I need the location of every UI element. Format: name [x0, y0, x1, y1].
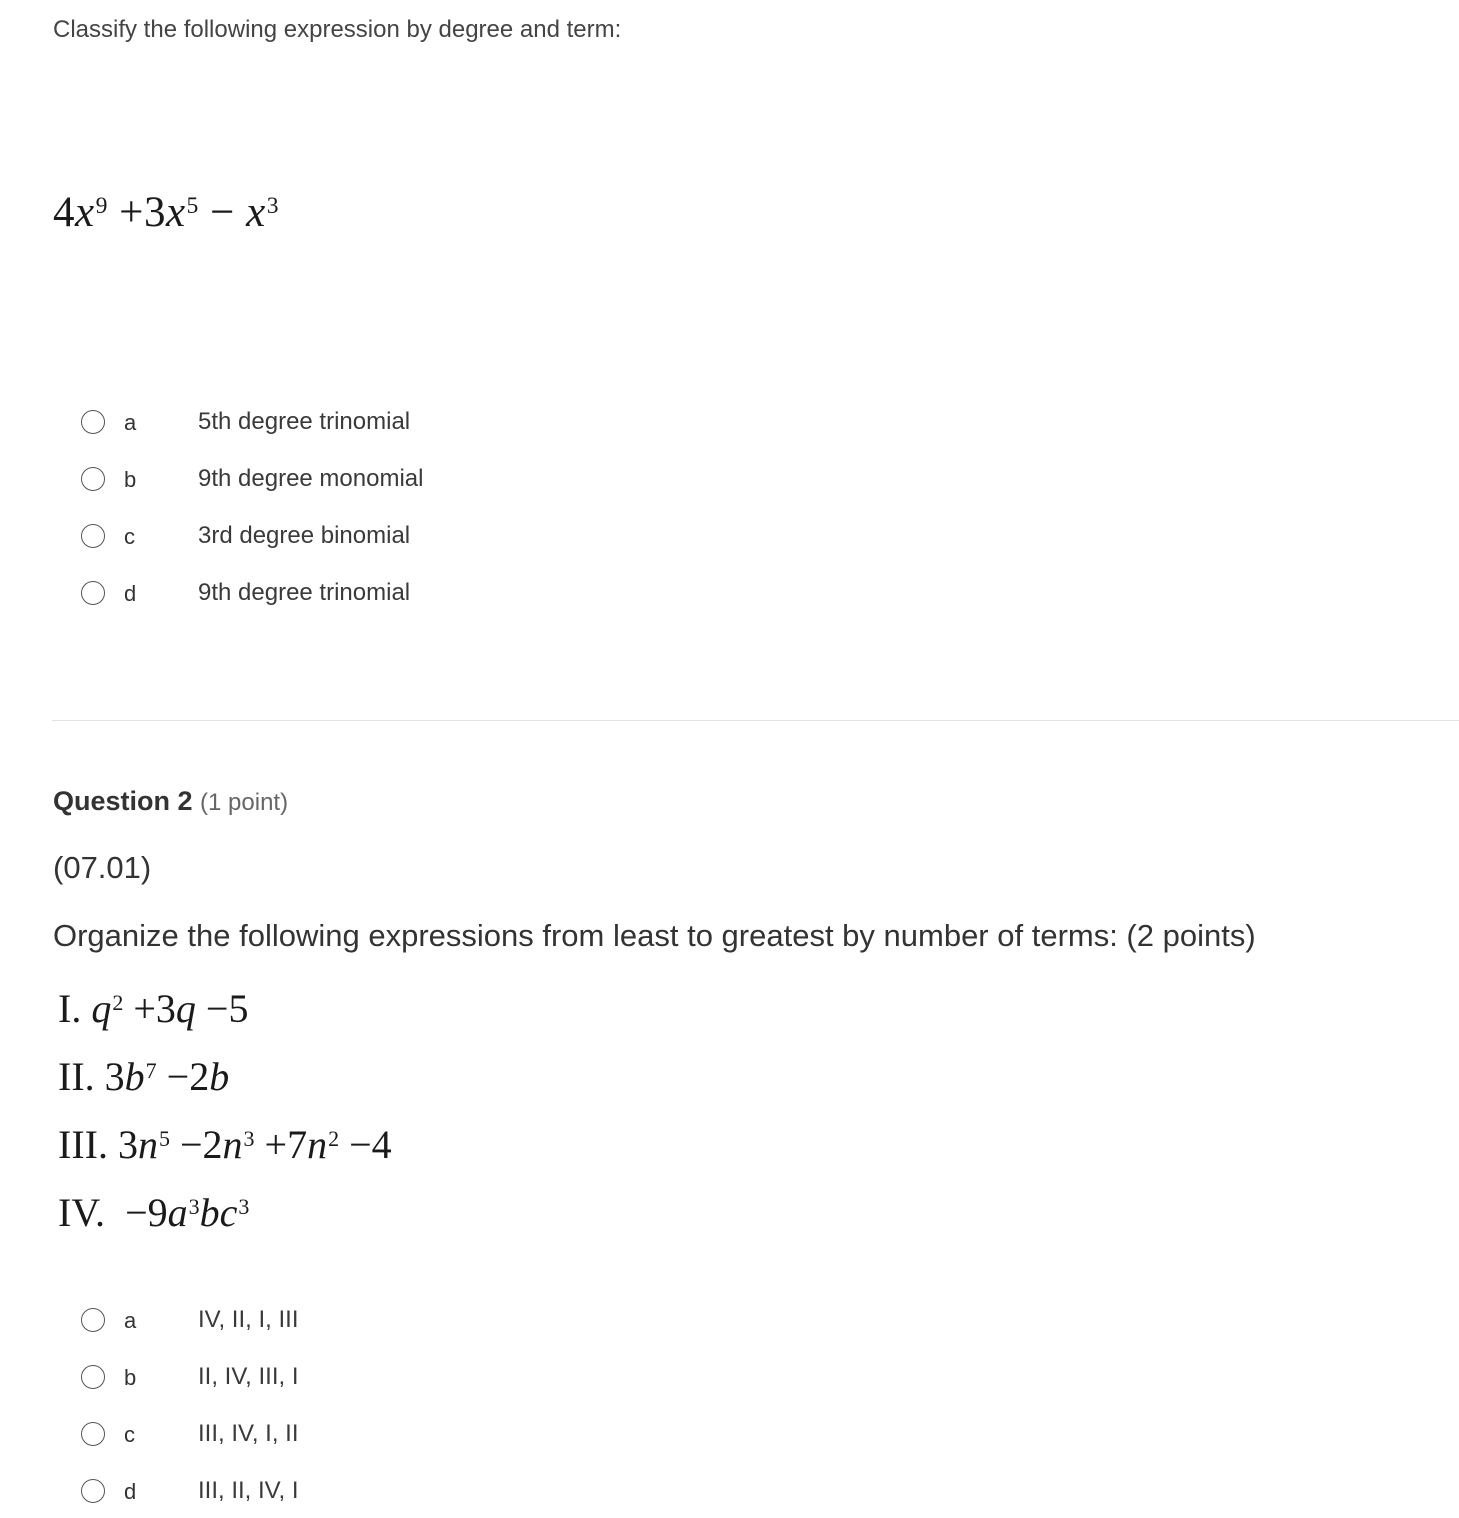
question-2-points: (1 point) [200, 789, 289, 816]
q2-choice-c[interactable] [81, 1419, 299, 1449]
expression-iii [58, 1121, 392, 1168]
question-1-prompt: Classify the following expression by degree and term: [53, 16, 622, 43]
q1-radio-a[interactable] [81, 410, 105, 434]
choice-letter: c [124, 524, 135, 549]
choice-text: III, IV, I, II [198, 1420, 299, 1447]
expression-iv [58, 1189, 249, 1236]
choice-letter: c [124, 1422, 135, 1447]
q1-radio-d[interactable] [81, 581, 105, 605]
expression-i [58, 985, 248, 1032]
expr-variable: q [175, 986, 196, 1031]
expr-exponent: 2 [112, 989, 124, 1015]
q2-choice-b[interactable] [81, 1362, 299, 1392]
choice-text: IV, II, I, III [198, 1306, 299, 1333]
choice-text: 9th degree trinomial [198, 579, 411, 606]
expr-coefficient: 4 [53, 189, 75, 236]
choice-letter: b [124, 1365, 137, 1390]
expr-exponent: 3 [238, 1193, 250, 1219]
q2-choice-d[interactable] [81, 1476, 299, 1506]
expr-exponent: 5 [186, 193, 199, 219]
choice-text: 5th degree trinomial [198, 408, 411, 435]
expr-variable: x [246, 189, 266, 236]
expr-variable: n [307, 1122, 328, 1167]
expr-operator: − [198, 189, 235, 236]
question-2-prompt: Organize the following expressions from least to greatest by number of terms: (2 points) [53, 918, 1256, 953]
q1-choice-a[interactable] [81, 407, 411, 437]
expr-variable: b [124, 1054, 145, 1099]
choice-text: II, IV, III, I [198, 1363, 299, 1390]
choice-letter: d [124, 1479, 137, 1504]
q2-radio-a[interactable] [81, 1308, 105, 1332]
expr-coefficient: 3 [117, 1122, 138, 1167]
question-2-code: (07.01) [53, 850, 152, 885]
expr-term: +7 [254, 1122, 308, 1167]
q2-choice-a[interactable] [81, 1305, 299, 1335]
expr-variable: n [137, 1122, 158, 1167]
expr-variable: x [75, 189, 95, 236]
q2-radio-c[interactable] [81, 1422, 105, 1446]
expr-coefficient: −9 [125, 1190, 168, 1235]
expression-ii [58, 1053, 229, 1100]
choice-letter: a [124, 410, 137, 435]
expr-term: −2 [169, 1122, 223, 1167]
expr-operator: + [107, 189, 144, 236]
expr-variable: x [165, 189, 186, 236]
question-1-expression [53, 188, 279, 237]
expr-variable: bc [199, 1190, 238, 1235]
question-2-title: Question 2 [53, 786, 193, 816]
expr-exponent: 7 [145, 1057, 157, 1083]
expr-exponent: 3 [266, 193, 280, 219]
choice-letter: a [124, 1308, 137, 1333]
expr-term: +3 [123, 986, 176, 1031]
q1-radio-b[interactable] [81, 467, 105, 491]
q1-choice-c[interactable] [81, 521, 411, 551]
q1-choice-b[interactable] [81, 464, 424, 494]
expr-exponent: 9 [95, 193, 108, 219]
expr-variable: a [167, 1190, 188, 1235]
expr-term: −5 [195, 986, 249, 1031]
expr-term: −2 [156, 1054, 210, 1099]
choice-text: 3rd degree binomial [198, 522, 411, 549]
expr-variable: q [91, 986, 112, 1031]
choice-letter: d [124, 581, 137, 606]
q2-radio-d[interactable] [81, 1479, 105, 1503]
q1-radio-c[interactable] [81, 524, 105, 548]
choice-text: III, II, IV, I [198, 1477, 299, 1504]
q1-choice-d[interactable] [81, 578, 411, 608]
expr-exponent: 5 [158, 1125, 170, 1151]
expr-variable: b [209, 1054, 230, 1099]
expr-coefficient: 3 [104, 1054, 125, 1099]
expr-label: II. [58, 1054, 95, 1099]
choice-text: 9th degree monomial [198, 465, 424, 492]
expr-exponent: 3 [188, 1193, 200, 1219]
expr-variable: n [222, 1122, 243, 1167]
question-divider [52, 720, 1459, 721]
expr-term: −4 [339, 1122, 392, 1167]
expr-exponent: 3 [243, 1125, 255, 1151]
expr-label: III. [58, 1122, 108, 1167]
expr-exponent: 2 [328, 1125, 340, 1151]
expr-coefficient: 3 [143, 189, 166, 236]
expr-label: I. [58, 986, 82, 1031]
q2-radio-b[interactable] [81, 1365, 105, 1389]
choice-letter: b [124, 467, 137, 492]
expr-label: IV. [58, 1190, 106, 1235]
question-2-header [53, 786, 288, 817]
